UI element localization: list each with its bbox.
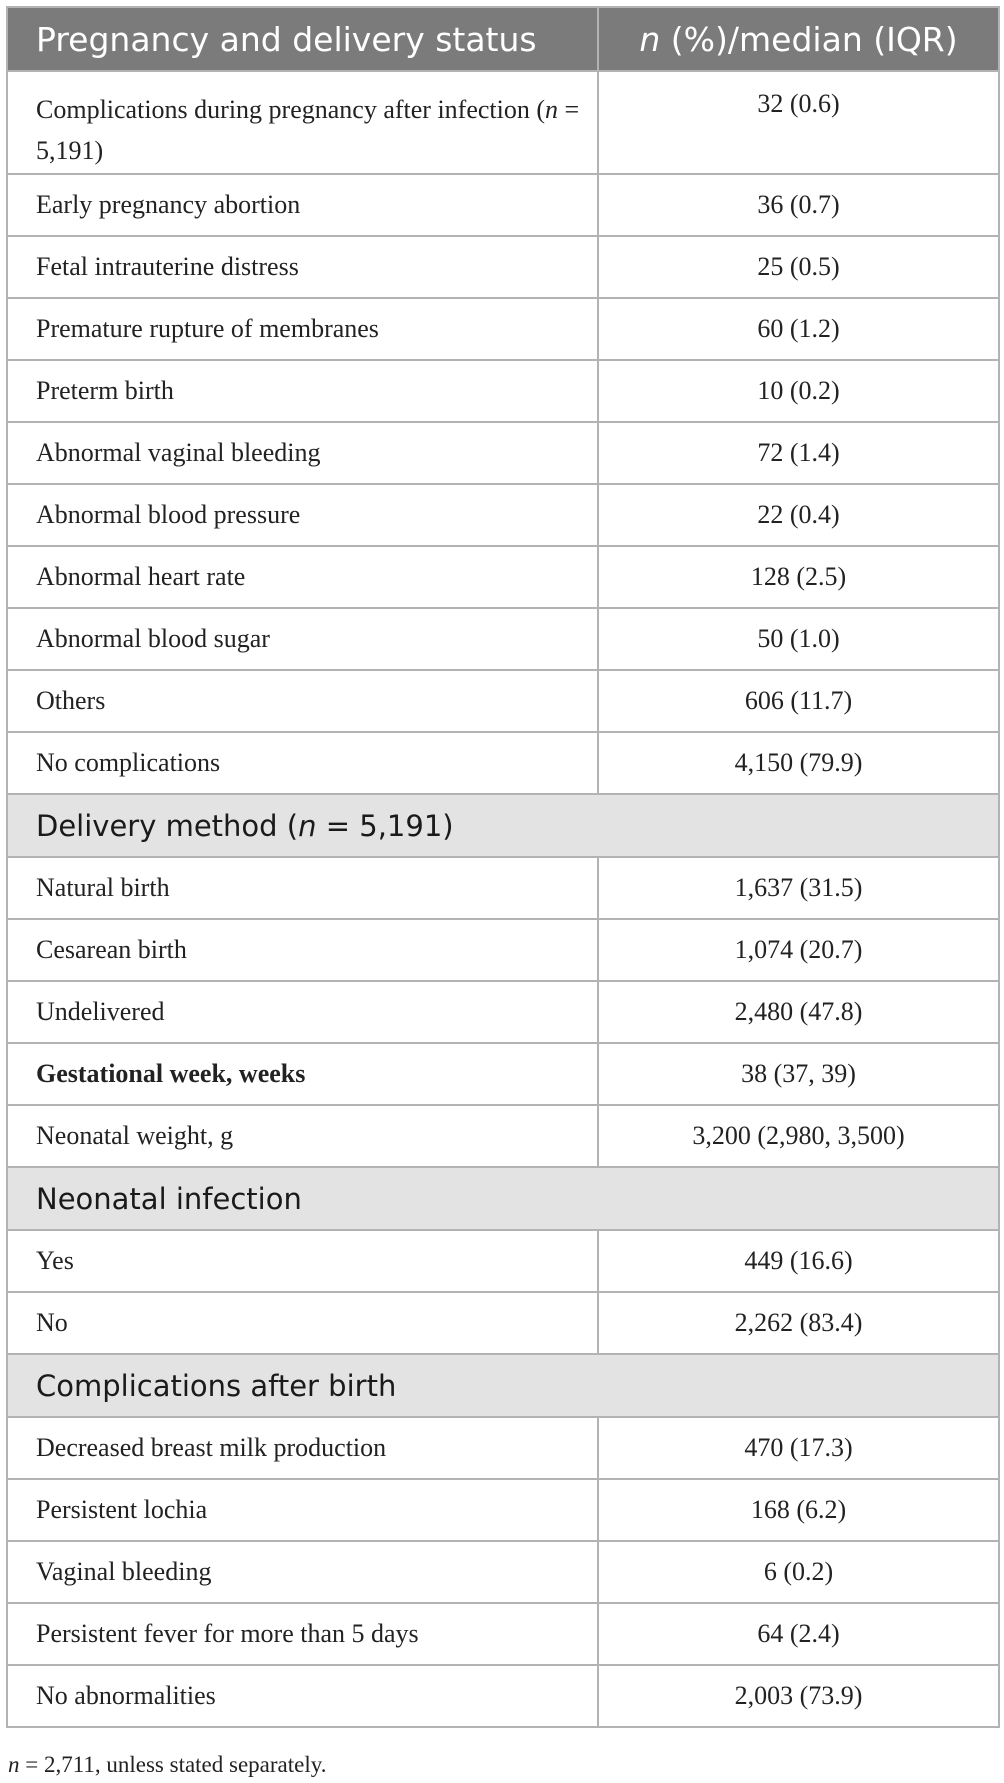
table-row (7, 360, 999, 422)
row-value: 36 (0.7) (598, 174, 999, 236)
row-label: Premature rupture of membranes (7, 298, 598, 360)
section-label: Complications after birth (7, 1354, 999, 1417)
section-label (7, 794, 999, 857)
table-header-row (7, 7, 999, 71)
header-status: Pregnancy and delivery status (7, 7, 598, 71)
row-value: 2,480 (47.8) (598, 981, 999, 1043)
table-row (7, 1479, 999, 1541)
row-value: 72 (1.4) (598, 422, 999, 484)
table-row (7, 298, 999, 360)
row-label: Abnormal blood pressure (7, 484, 598, 546)
table-row (7, 174, 999, 236)
row-label-n: n (545, 95, 559, 124)
row-value: 606 (11.7) (598, 670, 999, 732)
row-value: 168 (6.2) (598, 1479, 999, 1541)
table-row (7, 1417, 999, 1479)
row-label: Gestational week, weeks (7, 1043, 598, 1105)
table-row (7, 1105, 999, 1167)
table-row (7, 608, 999, 670)
row-label: No (7, 1292, 598, 1354)
row-label: Abnormal vaginal bleeding (7, 422, 598, 484)
row-value: 32 (0.6) (598, 71, 999, 174)
pregnancy-delivery-table (6, 6, 1000, 1728)
row-value: 38 (37, 39) (598, 1043, 999, 1105)
row-value: 64 (2.4) (598, 1603, 999, 1665)
row-value: 22 (0.4) (598, 484, 999, 546)
row-value: 25 (0.5) (598, 236, 999, 298)
row-label: Cesarean birth (7, 919, 598, 981)
table-footnote (8, 1752, 327, 1778)
table-row (7, 1230, 999, 1292)
table-row (7, 546, 999, 608)
row-value: 1,074 (20.7) (598, 919, 999, 981)
table-row (7, 1292, 999, 1354)
table-row (7, 670, 999, 732)
row-value: 6 (0.2) (598, 1541, 999, 1603)
row-value: 3,200 (2,980, 3,500) (598, 1105, 999, 1167)
row-value: 128 (2.5) (598, 546, 999, 608)
table-row (7, 422, 999, 484)
row-label: Neonatal weight, g (7, 1105, 598, 1167)
section-row-delivery-method (7, 794, 999, 857)
header-n-italic: n (639, 19, 661, 59)
row-value: 60 (1.2) (598, 298, 999, 360)
header-value (598, 7, 999, 71)
row-label: Undelivered (7, 981, 598, 1043)
table-row (7, 1043, 999, 1105)
row-label-text: Complications during pregnancy after infection ( (36, 95, 546, 124)
row-label: Decreased breast milk production (7, 1417, 598, 1479)
row-label: Others (7, 670, 598, 732)
section-label-count: = 5,191) (316, 808, 454, 843)
table-row (7, 857, 999, 919)
section-row-neonatal-infection (7, 1167, 999, 1230)
row-label: No complications (7, 732, 598, 794)
table-row (7, 484, 999, 546)
row-value: 1,637 (31.5) (598, 857, 999, 919)
section-row-complications-after-birth (7, 1354, 999, 1417)
section-label-text: Delivery method ( (36, 808, 299, 843)
row-label: Abnormal blood sugar (7, 608, 598, 670)
header-value-text: (%)/median (IQR) (660, 19, 958, 59)
row-label: Yes (7, 1230, 598, 1292)
row-value: 2,262 (83.4) (598, 1292, 999, 1354)
table-row (7, 732, 999, 794)
row-label (7, 71, 598, 174)
table-row (7, 981, 999, 1043)
row-value: 4,150 (79.9) (598, 732, 999, 794)
footnote-n: n (8, 1752, 20, 1777)
table-row (7, 71, 999, 174)
table-row (7, 919, 999, 981)
row-label: Persistent lochia (7, 1479, 598, 1541)
table-row (7, 1665, 999, 1727)
row-label: Abnormal heart rate (7, 546, 598, 608)
row-value: 2,003 (73.9) (598, 1665, 999, 1727)
row-label: Early pregnancy abortion (7, 174, 598, 236)
section-label-n: n (298, 808, 317, 843)
row-label: Preterm birth (7, 360, 598, 422)
row-value: 470 (17.3) (598, 1417, 999, 1479)
row-label: No abnormalities (7, 1665, 598, 1727)
section-label: Neonatal infection (7, 1167, 999, 1230)
row-label: Fetal intrauterine distress (7, 236, 598, 298)
table-row (7, 1541, 999, 1603)
row-label: Natural birth (7, 857, 598, 919)
row-value: 10 (0.2) (598, 360, 999, 422)
table-row (7, 236, 999, 298)
row-label: Vaginal bleeding (7, 1541, 598, 1603)
row-label-count: = 5,191) (36, 95, 580, 165)
row-value: 449 (16.6) (598, 1230, 999, 1292)
footnote-text: = 2,711, unless stated separately. (19, 1752, 327, 1777)
table-row (7, 1603, 999, 1665)
row-label: Persistent fever for more than 5 days (7, 1603, 598, 1665)
row-value: 50 (1.0) (598, 608, 999, 670)
